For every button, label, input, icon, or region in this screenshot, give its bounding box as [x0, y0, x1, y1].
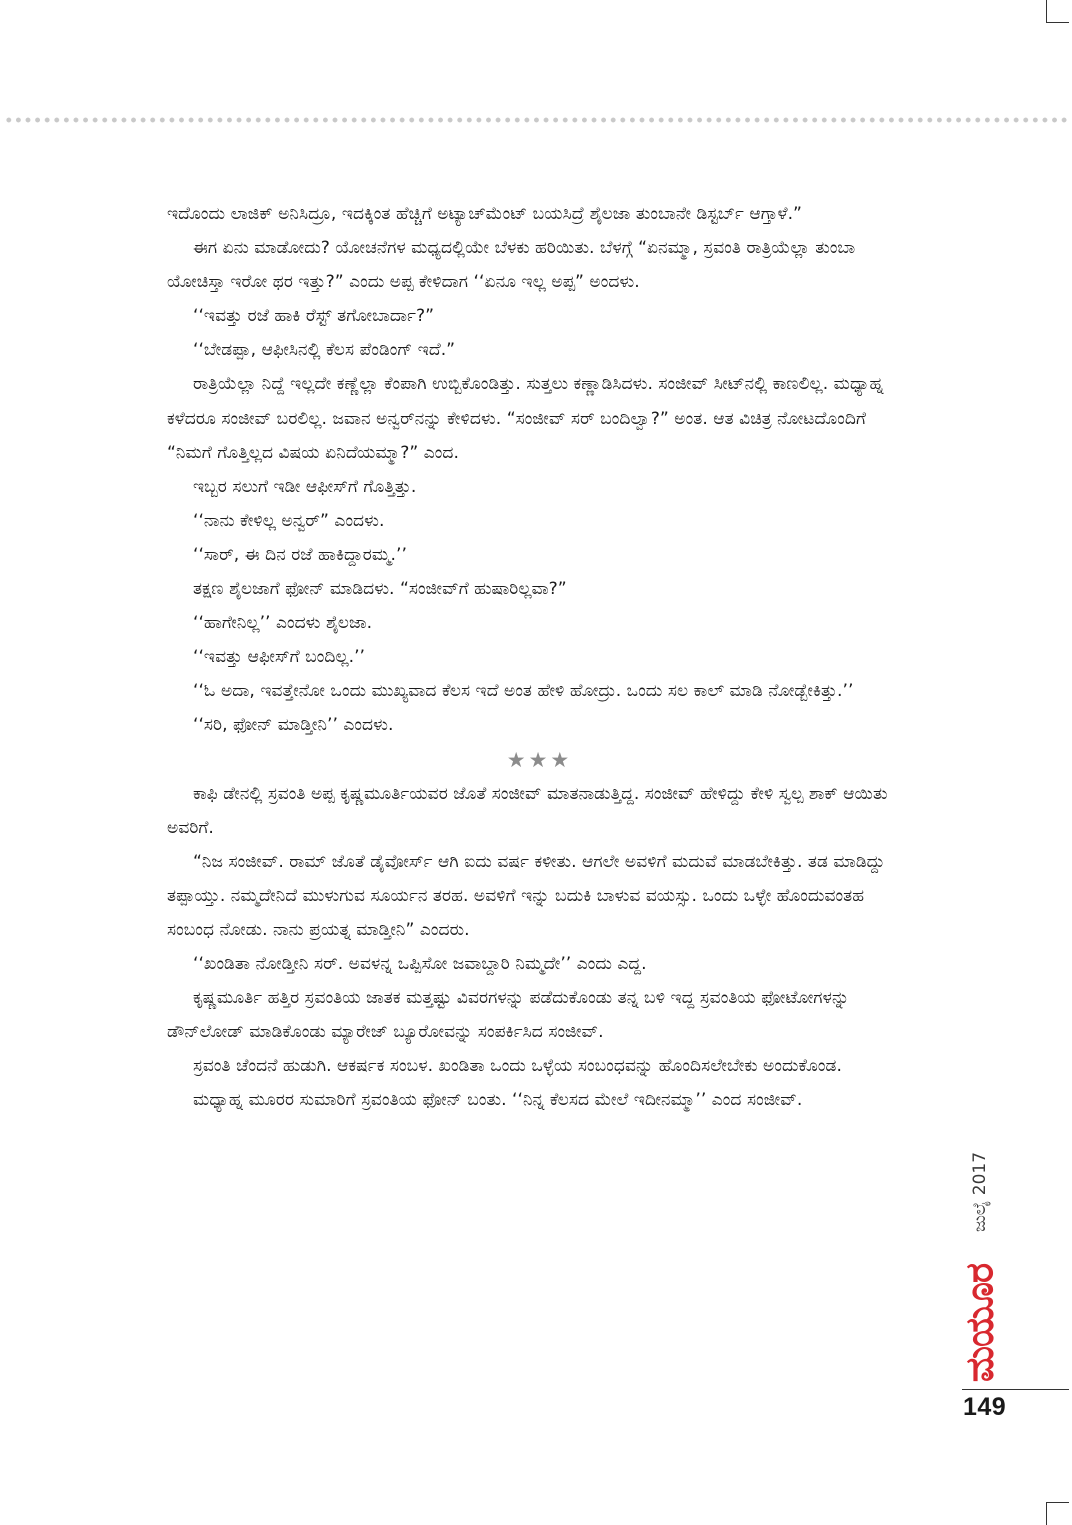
paragraph: ಇದೊಂದು ಲಾಜಿಕ್ ಅನಿಸಿದ್ರೂ, ಇದಕ್ಕಿಂತ ಹೆಚ್ಚಿಗೆ ಅಟ್ಯಾಚ್‌ಮೆಂಟ್ ಬಯಸಿದ್ರೆ ಶೈಲಜಾ ತುಂಬಾನೇ ಡಿಸ್ಟರ್ಬ್ ಆಗ್ತಾಳೆ.”: [167, 204, 802, 224]
paragraph: ಸ್ರವಂತಿ ಚೆಂದನೆ ಹುಡುಗಿ. ಆಕರ್ಷಕ ಸಂಬಳ. ಖಂಡಿತಾ ಒಂದು ಒಳ್ಳೆಯ ಸಂಬಂಧವನ್ನು ಹೊಂದಿಸಲೇಬೇಕು ಅಂದುಕೊಂಡ.: [193, 1056, 842, 1077]
section-separator: ★★★: [506, 747, 573, 772]
page-number: 149: [963, 1393, 1007, 1421]
crop-mark-bottom: [1046, 1502, 1069, 1525]
magazine-logo: ಮಯೂರ: [957, 1263, 1002, 1383]
magazine-logo-wrapper: [948, 1264, 1012, 1382]
paragraph: ‘‘ಸಾರ್, ಈ ದಿನ ರಜೆ ಹಾಕಿದ್ದಾರಮ್ಮ.’’: [193, 544, 407, 565]
paragraph: “ನಿಜ ಸಂಜೀವ್. ರಾಮ್ ಜೊತೆ ಡೈವೋರ್ಸ್ ಆಗಿ ಐದು ವರ್ಷ ಕಳೀತು. ಆಗಲೇ ಅವಳಿಗೆ ಮದುವೆ ಮಾಡಬೇಕಿತ್ತು. ತಡ ಮಾಡಿದ್ದು ತಪ್ಪಾಯ್ತು. ನಮ್ಮದೇನಿದೆ ಮುಳುಗುವ ಸೂರ್ಯನ ತರಹ. ಅವಳಿಗೆ ಇನ್ನು ಬದುಕಿ ಬಾಳುವ ವಯಸ್ಸು. ಒಂದು ಒಳ್ಳೇ ಹೊಂದುವಂತಹ ಸಂಬಂಧ ನೋಡು. ನಾನು ಪ್ರಯತ್ನ ಮಾಡ್ತೀನಿ” ಎಂದರು.: [167, 851, 885, 940]
paragraph: ಈಗ ಏನು ಮಾಡೋದು? ಯೋಚನೆಗಳ ಮಧ್ಯದಲ್ಲಿಯೇ ಬೆಳಕು ಹರಿಯಿತು. ಬೆಳಗ್ಗೆ “ಏನಮ್ಮಾ, ಸ್ರವಂತಿ ರಾತ್ರಿಯೆಲ್ಲಾ ತುಂಬಾ ಯೋಚಿಸ್ತಾ ಇರೋ ಥರ ಇತ್ತು?” ಎಂದು ಅಪ್ಪ ಕೇಳಿದಾಗ ‘‘ಏನೂ ಇಲ್ಲ ಅಪ್ಪ” ಅಂದಳು.: [167, 238, 856, 293]
paragraph: ‘‘ಇವತ್ತು ರಜೆ ಹಾಕಿ ರೆಸ್ಟ್ ತಗೋಬಾರ್ದಾ?”: [193, 306, 435, 327]
folio-rule: [962, 1389, 1069, 1390]
paragraph: ‘‘ಬೇಡಪ್ಪಾ, ಆಫೀಸಿನಲ್ಲಿ ಕೆಲಸ ಪೆಂಡಿಂಗ್ ಇದೆ.”: [193, 340, 456, 361]
paragraph: ‘‘ಸರಿ, ಫೋನ್ ಮಾಡ್ತೀನಿ’’ ಎಂದಳು.: [193, 715, 394, 736]
paragraph: ಇಬ್ಬರ ಸಲುಗೆ ಇಡೀ ಆಫೀಸ್‌ಗೆ ಗೊತ್ತಿತ್ತು.: [193, 476, 417, 497]
paragraph: ‘‘ಇವತ್ತು ಆಫೀಸ್‌ಗೆ ಬಂದಿಲ್ಲ.’’: [193, 647, 366, 668]
paragraph: ಮಧ್ಯಾಹ್ನ ಮೂರರ ಸುಮಾರಿಗೆ ಸ್ರವಂತಿಯ ಫೋನ್ ಬಂತು. ‘‘ನಿನ್ನ ಕೆಲಸದ ಮೇಲೆ ಇದೀನಮ್ಮಾ’’ ಎಂದ ಸಂಜೀವ್.: [193, 1090, 803, 1111]
crop-mark-top: [1046, 0, 1069, 23]
issue-date: ಜುಲೈ 2017: [970, 1151, 990, 1233]
paragraph: ರಾತ್ರಿಯೆಲ್ಲಾ ನಿದ್ದೆ ಇಲ್ಲದೇ ಕಣ್ಣೆಲ್ಲಾ ಕೆಂಪಾಗಿ ಉಬ್ಬಿಕೊಂಡಿತ್ತು. ಸುತ್ತಲು ಕಣ್ಣಾಡಿಸಿದಳು. ಸಂಜೀವ್ ಸೀಟ್‌ನಲ್ಲಿ ಕಾಣಲಿಲ್ಲ. ಮಧ್ಯಾಹ್ನ ಕಳೆದರೂ ಸಂಜೀವ್ ಬರಲಿಲ್ಲ. ಜವಾನ ಅನ್ವರ್‌ನನ್ನು ಕೇಳಿದಳು. “ಸಂಜೀವ್ ಸರ್ ಬಂದಿಲ್ವಾ?” ಅಂತ. ಆತ ವಿಚಿತ್ರ ನೋಟದೊಂದಿಗೆ “ನಿಮಗೆ ಗೊತ್ತಿಲ್ಲದ ವಿಷಯ ಏನಿದೆಯಮ್ಮಾ?” ಎಂದ.: [167, 374, 884, 463]
paragraph: ‘‘ಓ ಅದಾ, ಇವತ್ತೇನೋ ಒಂದು ಮುಖ್ಯವಾದ ಕೆಲಸ ಇದೆ ಅಂತ ಹೇಳಿ ಹೋದ್ರು. ಒಂದು ಸಲ ಕಾಲ್ ಮಾಡಿ ನೋಡ್ಬೇಕಿತ್ತು.’’: [193, 681, 854, 702]
paragraph: ಕೃಷ್ಣಮೂರ್ತಿ ಹತ್ತಿರ ಸ್ರವಂತಿಯ ಜಾತಕ ಮತ್ತಷ್ಟು ವಿವರಗಳನ್ನು ಪಡೆದುಕೊಂಡು ತನ್ನ ಬಳಿ ಇದ್ದ ಸ್ರವಂತಿಯ ಫೋಟೋಗಳನ್ನು ಡೌನ್‌ಲೋಡ್ ಮಾಡಿಕೊಂಡು ಮ್ಯಾರೇಜ್ ಬ್ಯೂರೋವನ್ನು ಸಂಪರ್ಕಿಸಿದ ಸಂಜೀವ್.: [167, 988, 850, 1043]
article-body: [167, 197, 912, 1117]
side-masthead: [948, 1128, 1012, 1382]
paragraph: ಕಾಫಿ ಡೇನಲ್ಲಿ ಸ್ರವಂತಿ ಅಪ್ಪ ಕೃಷ್ಣಮೂರ್ತಿಯವರ ಜೊತೆ ಸಂಜೀವ್ ಮಾತನಾಡುತ್ತಿದ್ದ. ಸಂಜೀವ್ ಹೇಳಿದ್ದು ಕೇಳಿ ಸ್ವಲ್ಪ ಶಾಕ್ ಆಯಿತು ಅವರಿಗೆ.: [167, 783, 888, 838]
paragraph: ‘‘ಹಾಗೇನಿಲ್ಲ’’ ಎಂದಳು ಶೈಲಜಾ.: [193, 613, 373, 634]
issue-date-wrapper: [948, 1128, 1012, 1256]
paragraph: ತಕ್ಷಣ ಶೈಲಜಾಗೆ ಫೋನ್ ಮಾಡಿದಳು. “ಸಂಜೀವ್‌ಗೆ ಹುಷಾರಿಲ್ಲವಾ?”: [193, 579, 567, 600]
dotted-header-rule: [4, 117, 1068, 123]
paragraph: ‘‘ಖಂಡಿತಾ ನೋಡ್ತೀನಿ ಸರ್. ಅವಳನ್ನ ಒಪ್ಪಿಸೋ ಜವಾಬ್ದಾರಿ ನಿಮ್ಮದೇ’’ ಎಂದು ಎದ್ದ.: [193, 953, 647, 974]
paragraph: ‘‘ನಾನು ಕೇಳಿಲ್ಲ ಅನ್ವರ್” ಎಂದಳು.: [193, 510, 385, 531]
